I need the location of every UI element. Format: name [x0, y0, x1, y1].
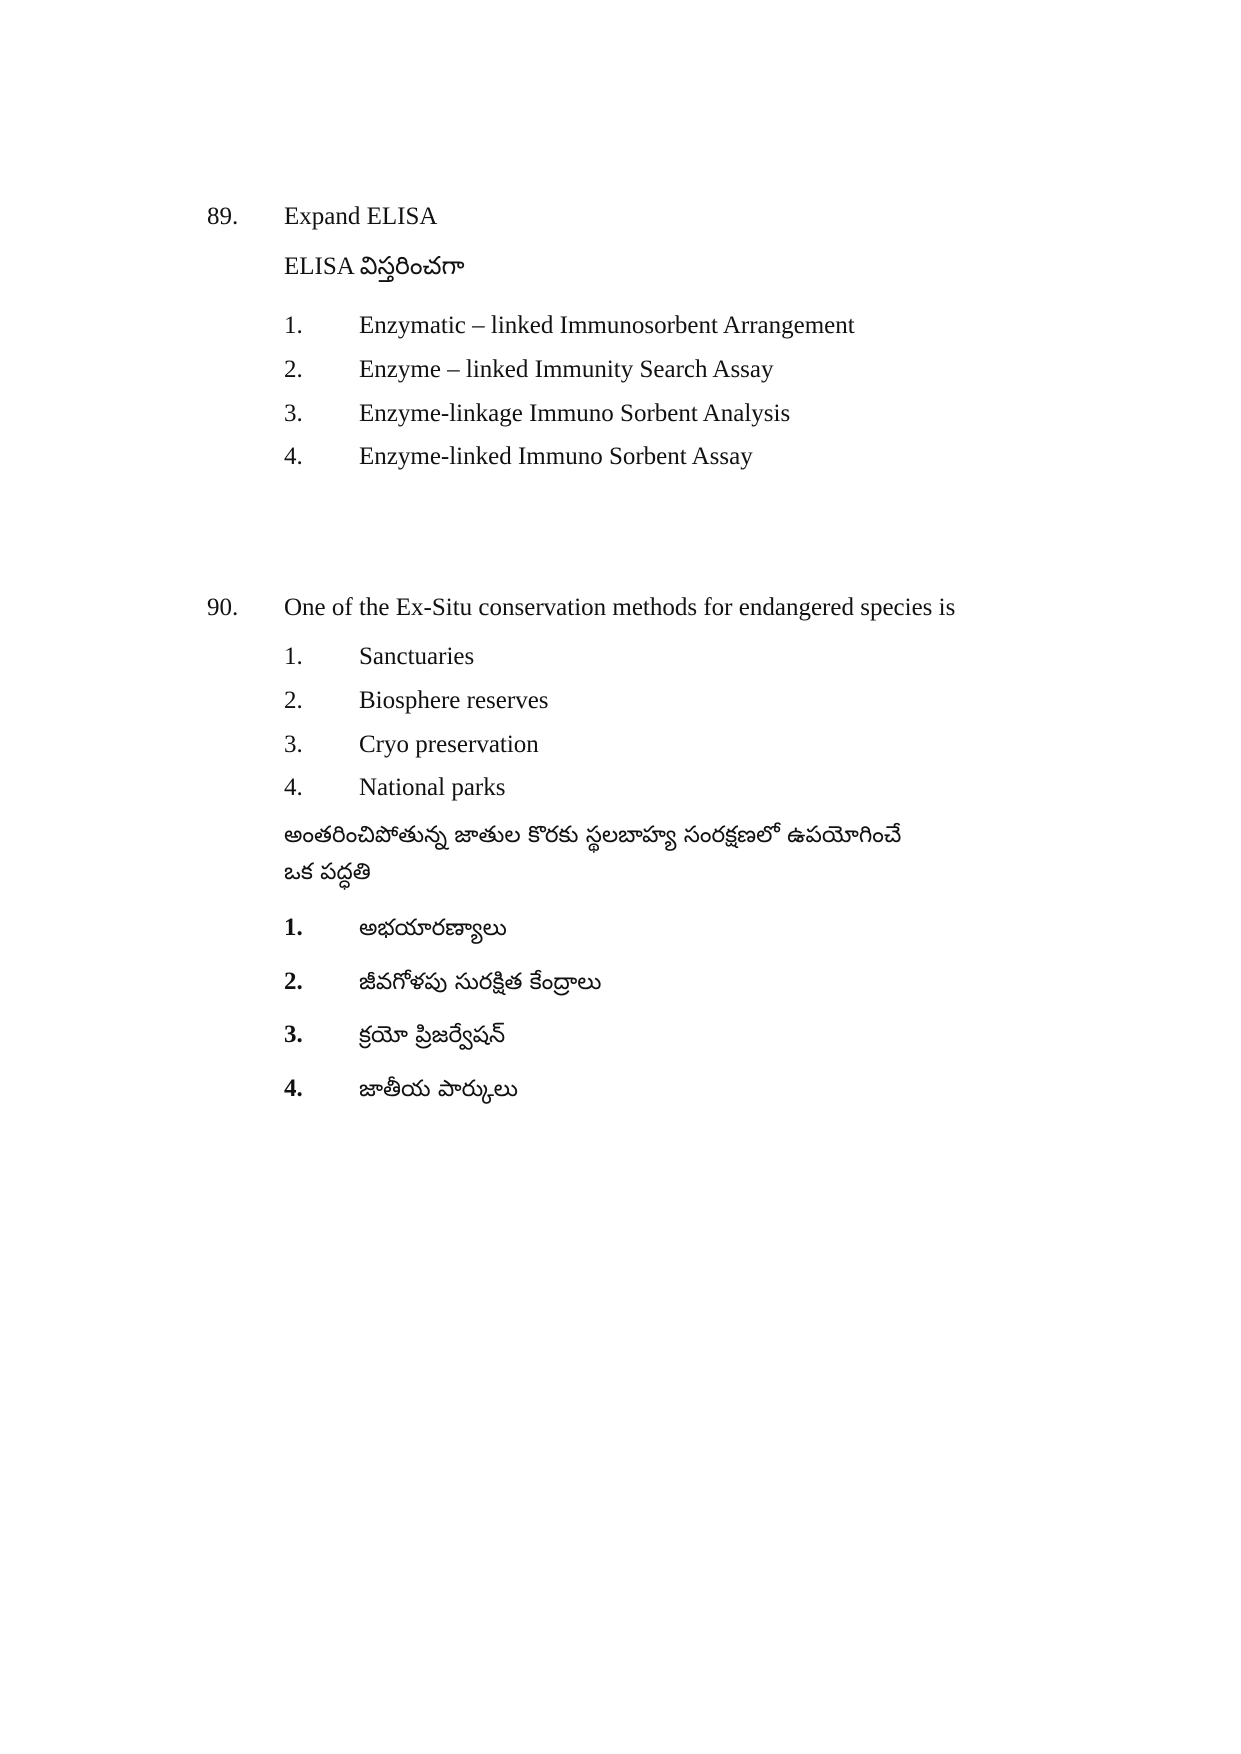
q90-option-2-number: 2. — [284, 687, 303, 714]
q90-telugu-option-4-text: జాతీయ పార్కులు — [359, 1076, 518, 1102]
q89-option-3-number: 3. — [284, 400, 303, 427]
question-90-text-english: One of the Ex-Situ conservation methods for endangered species is — [284, 594, 956, 621]
q90-telugu-option-2-number: 2. — [284, 968, 303, 995]
q89-option-2-number: 2. — [284, 356, 303, 383]
q90-option-3-text: Cryo preservation — [359, 731, 539, 758]
question-89-text-telugu: ELISA విస్తరించగా — [284, 253, 465, 280]
question-90-number: 90. — [207, 594, 239, 621]
q90-telugu-option-2-text: జీవగోళపు సురక్షిత కేంద్రాలు — [359, 969, 602, 995]
q89-option-4-number: 4. — [284, 443, 303, 470]
q90-option-1-number: 1. — [284, 643, 303, 670]
q90-option-3-number: 3. — [284, 731, 303, 758]
q89-option-2-text: Enzyme – linked Immunity Search Assay — [359, 356, 774, 383]
q90-telugu-option-3-number: 3. — [284, 1021, 303, 1048]
question-89-number: 89. — [207, 203, 239, 230]
q89-option-1-text: Enzymatic – linked Immunosorbent Arrangement — [359, 312, 855, 339]
q90-option-4-number: 4. — [284, 774, 303, 801]
q90-telugu-option-4-number: 4. — [284, 1075, 303, 1102]
q90-telugu-option-3-text: క్రయో ప్రిజర్వేషన్ — [359, 1022, 506, 1048]
q90-option-2-text: Biosphere reserves — [359, 687, 549, 714]
q90-telugu-option-1-number: 1. — [284, 914, 303, 941]
q90-option-4-text: National parks — [359, 774, 506, 801]
q89-option-1-number: 1. — [284, 312, 303, 339]
q89-option-3-text: Enzyme-linkage Immuno Sorbent Analysis — [359, 400, 791, 427]
q90-telugu-option-1-text: అభయారణ్యాలు — [359, 915, 507, 941]
question-90-text-telugu-line-1: అంతరించిపోతున్న జాతుల కొరకు స్థలబాహ్య సంరక్షణలో ఉపయోగించే — [284, 822, 902, 848]
question-90-text-telugu-line-2: ఒక పద్ధతి — [284, 859, 371, 885]
q90-option-1-text: Sanctuaries — [359, 643, 475, 670]
q89-option-4-text: Enzyme-linked Immuno Sorbent Assay — [359, 443, 753, 470]
question-89-text-english: Expand ELISA — [284, 203, 438, 230]
